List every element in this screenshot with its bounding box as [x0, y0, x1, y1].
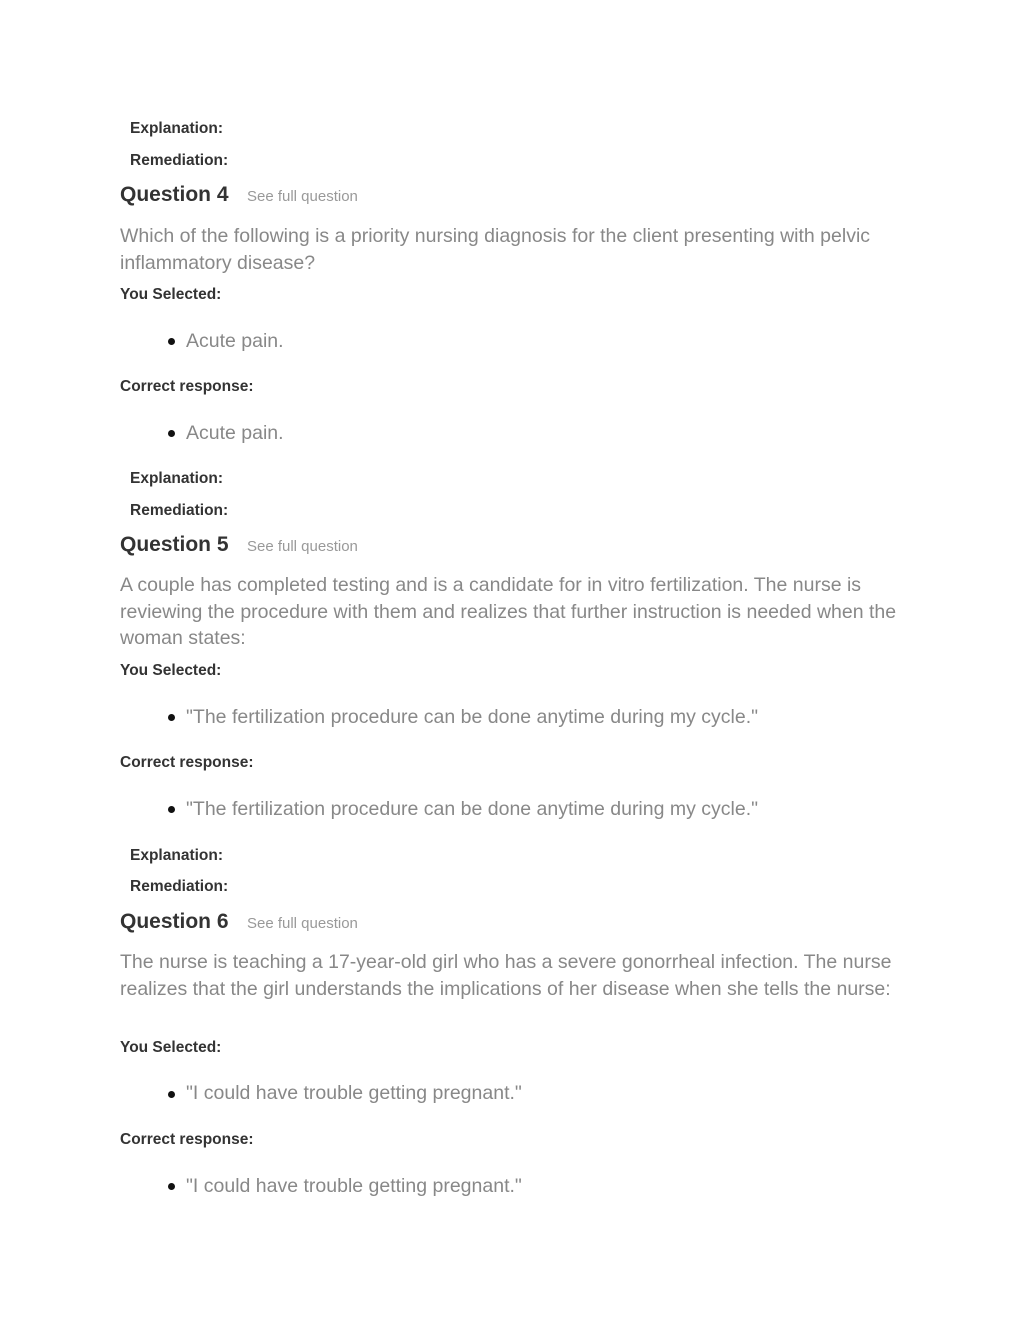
correct-answer: Acute pain. — [186, 422, 284, 444]
correct-answer: "The fertilization procedure can be done anytime during my cycle." — [186, 798, 759, 820]
see-full-question-link[interactable]: See full question — [246, 538, 358, 555]
explanation-label: Explanation: — [130, 847, 224, 864]
selected-answer: "The fertilization procedure can be done anytime during my cycle." — [186, 706, 759, 728]
question-text: The nurse is teaching a 17-year-old girl who has a severe gonorrheal infection. The nurse realizes that the girl understands the implications of her disease when she tells the nurse: — [120, 951, 892, 1000]
bullet-icon — [168, 806, 175, 813]
remediation-label: Remediation: — [130, 878, 229, 895]
selected-answer: Acute pain. — [186, 330, 284, 352]
question-text: A couple has completed testing and is a candidate for in vitro fertilization. The nurse is reviewing the procedure with them and realizes that further instruction is needed when the woman states: — [120, 574, 897, 649]
remediation-label: Remediation: — [130, 502, 229, 519]
question-title: Question 5 — [120, 533, 229, 556]
correct-answer: "I could have trouble getting pregnant." — [186, 1175, 522, 1197]
correct-response-label: Correct response: — [120, 1131, 254, 1148]
question-title: Question 4 — [120, 183, 229, 206]
question-heading — [120, 910, 358, 934]
correct-response-label: Correct response: — [120, 754, 254, 771]
you-selected-label: You Selected: — [120, 662, 222, 679]
explanation-label: Explanation: — [130, 120, 224, 137]
see-full-question-link[interactable]: See full question — [246, 915, 358, 932]
bullet-icon — [168, 430, 175, 437]
question-title: Question 6 — [120, 910, 229, 933]
remediation-label: Remediation: — [130, 152, 229, 169]
bullet-icon — [168, 338, 175, 345]
see-full-question-link[interactable]: See full question — [246, 188, 358, 205]
bullet-icon — [168, 1183, 175, 1190]
you-selected-label: You Selected: — [120, 1039, 222, 1056]
bullet-icon — [168, 1091, 175, 1098]
explanation-label: Explanation: — [130, 470, 224, 487]
question-heading — [120, 533, 358, 557]
you-selected-label: You Selected: — [120, 286, 222, 303]
correct-response-label: Correct response: — [120, 378, 254, 395]
question-text: Which of the following is a priority nursing diagnosis for the client presenting with pelvic inflammatory disease? — [120, 225, 871, 274]
question-heading — [120, 183, 358, 207]
bullet-icon — [168, 714, 175, 721]
selected-answer: "I could have trouble getting pregnant." — [186, 1082, 522, 1104]
